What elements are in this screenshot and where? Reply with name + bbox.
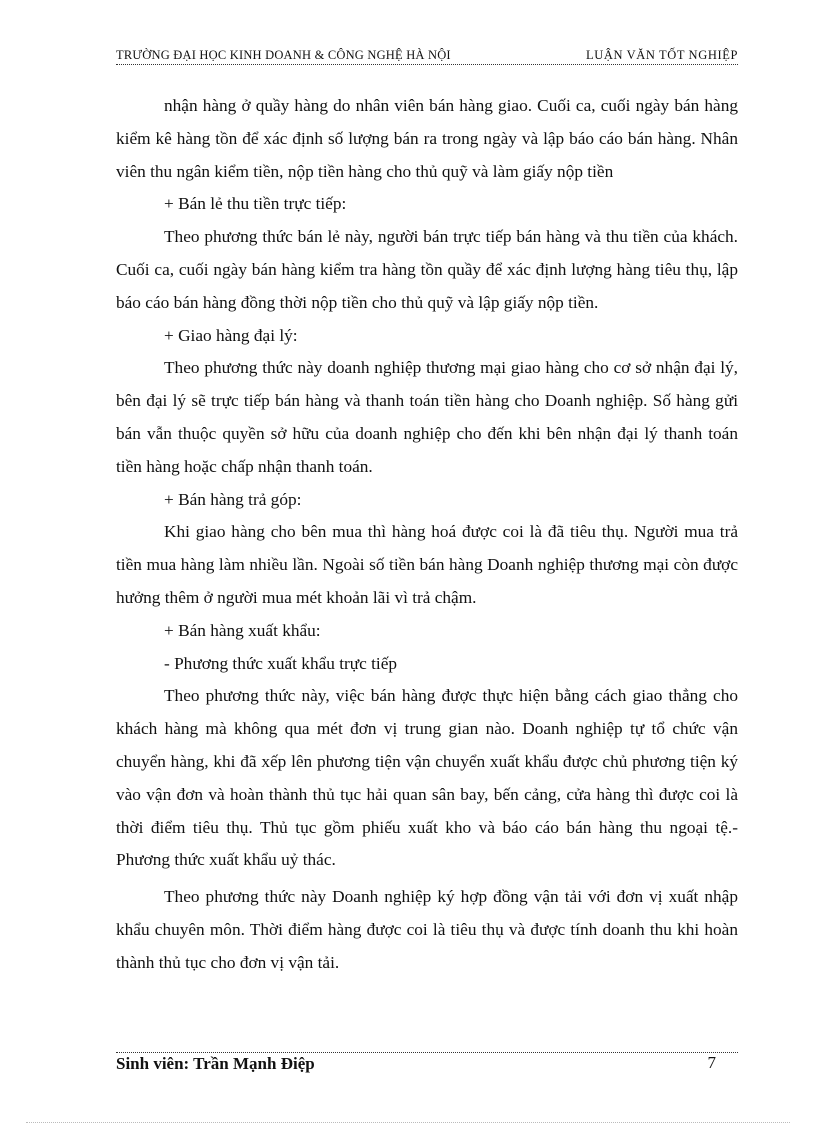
heading-agency: + Giao hàng đại lý: [164, 325, 298, 345]
footer-divider [116, 1052, 738, 1053]
heading-direct-export: - Phương thức xuất khẩu trực tiếp [164, 653, 398, 673]
header-school-name: TRƯỜNG ĐẠI HỌC KINH DOANH & CÔNG NGHỆ HÀ NỘI [116, 48, 451, 62]
paragraph-direct-export: Theo phương thức này, việc bán hàng được thực hiện bằng cách giao thẳng cho khách hàng mà không qua mét đơn vị trung gian nào. Doanh nghiệp tự tổ chức vận chuyển hàng, khi đã xếp lên phương tiện vận chuyển xuất khẩu được chủ phương tiện ký vào vận đơn và hoàn thành thủ tục hải quan sân bay, bến cảng, cửa hàng thì được coi là thời điểm tiêu thụ. Thủ tục gồm phiếu xuất kho và báo cáo bán hàng thu ngoại tệ.- Phương thức xuất khẩu uỷ thác. [116, 686, 738, 870]
heading-export: + Bán hàng xuất khẩu: [164, 620, 321, 640]
header-divider [116, 64, 738, 65]
paragraph-installment: Khi giao hàng cho bên mua thì hàng hoá được coi là đã tiêu thụ. Người mua trả tiền mua hàng làm nhiều lần. Ngoài số tiền bán hàng Doanh nghiệp thương mại còn được hưởng thêm ở người mua mét khoản lãi vì trả chậm. [116, 522, 738, 607]
paragraph-continuation: nhận hàng ở quầy hàng do nhân viên bán hàng giao. Cuối ca, cuối ngày bán hàng kiểm kê hàng tồn để xác định số lượng bán ra trong ngày và lập báo cáo bán hàng. Nhân viên thu ngân kiểm tiền, nộp tiền hàng cho thủ quỹ và làm giấy nộp tiền [116, 96, 738, 181]
page-number: 7 [707, 1053, 716, 1072]
footer-student-name: Sinh viên: Trần Mạnh Điệp [116, 1054, 315, 1073]
paragraph-consigned-export: Theo phương thức này Doanh nghiệp ký hợp đồng vận tải với đơn vị xuất nhập khẩu chuyên môn. Thời điểm hàng được coi là tiêu thụ và được tính doanh thu khi hoàn thành thủ tục cho đơn vị vận tải. [116, 887, 738, 972]
paragraph-retail-direct: Theo phương thức bán lẻ này, người bán trực tiếp bán hàng và thu tiền của khách. Cuối ca, cuối ngày bán hàng kiểm tra hàng tồn quầy để xác định lượng hàng tiêu thụ, lập báo cáo bán hàng đồng thời nộp tiền cho thủ quỹ và lập giấy nộp tiền. [116, 227, 738, 312]
page-body [116, 90, 738, 980]
page-header [116, 46, 738, 66]
heading-retail-direct: + Bán lẻ thu tiền trực tiếp: [164, 194, 347, 214]
header-document-type: LUẬN VĂN TỐT NGHIỆP [585, 48, 738, 62]
heading-installment: + Bán hàng trả góp: [164, 489, 302, 509]
paragraph-agency: Theo phương thức này doanh nghiệp thương mại giao hàng cho cơ sở nhận đại lý, bên đại lý sẽ trực tiếp bán hàng và thanh toán tiền hàng cho Doanh nghiệp. Số hàng gửi bán vẫn thuộc quyền sở hữu của doanh nghiệp cho đến khi bên nhận đại lý thanh toán tiền hàng hoặc chấp nhận thanh toán. [116, 358, 738, 476]
